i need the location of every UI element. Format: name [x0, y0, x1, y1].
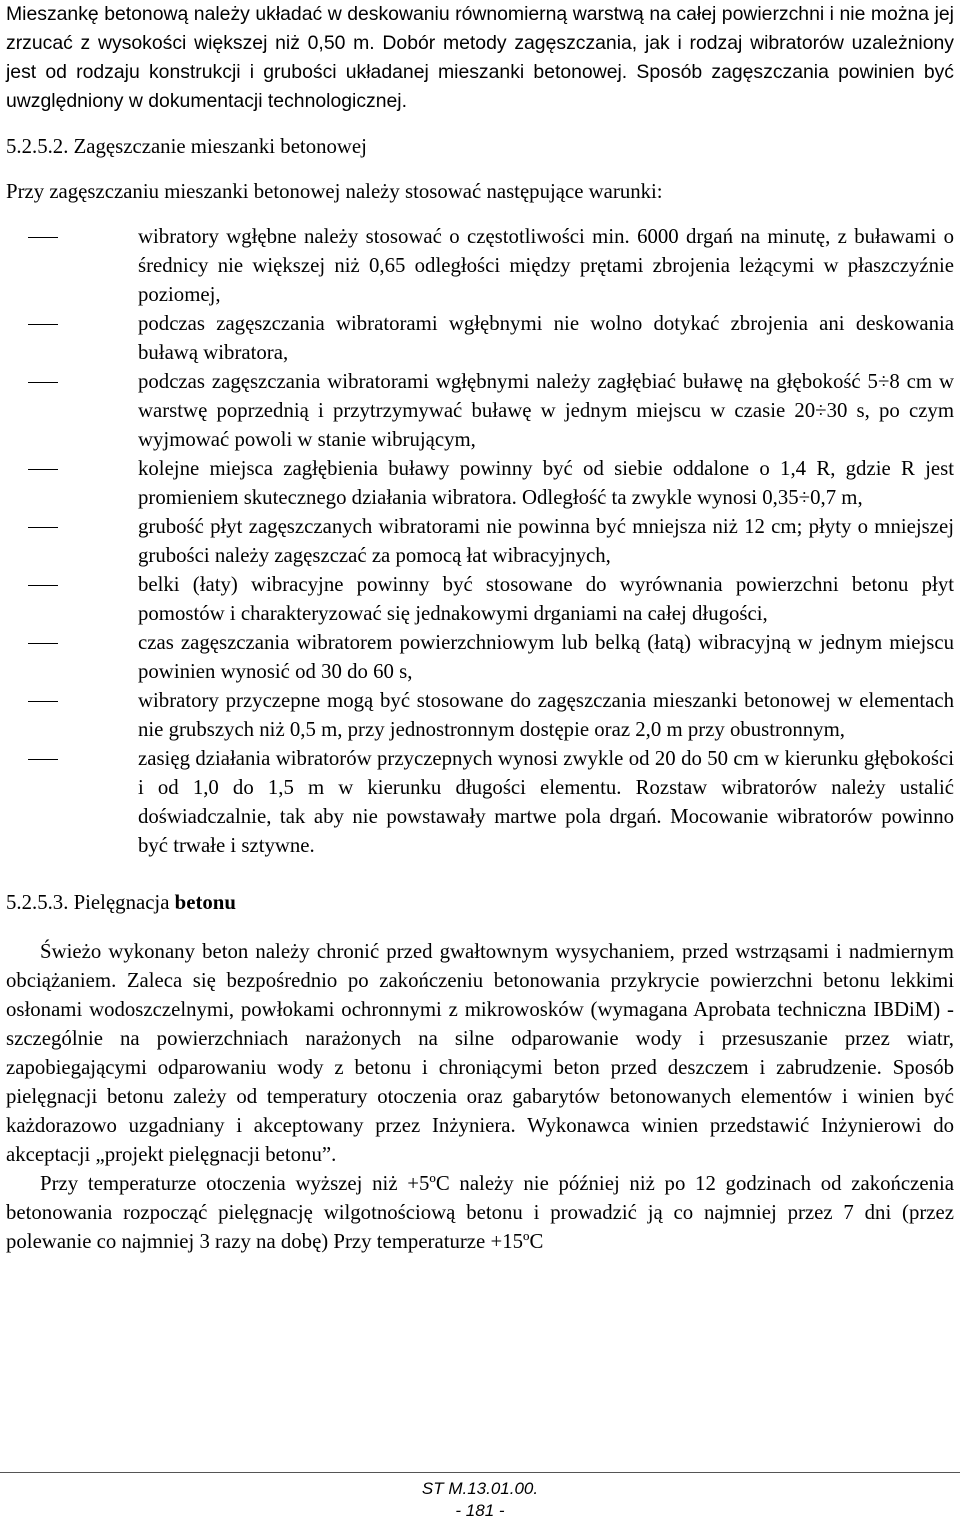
- paragraph-curing: Świeżo wykonany beton należy chronić przed gwałtownym wysychaniem, przed wstrząsami i nadmiernym obciążaniem. Zaleca się bezpośrednio po zakończeniu betonowania przykrycie powierzchni betonu lekkimi osłonami wodoszczelnymi, powłokami ochronnymi z mikrowosków (wymagana Aprobata techniczna IBDiM) - szczególnie na powierzchniach narażonych na silne odparowanie wody i przesuszanie przez wiatr, zapobiegającymi odparowaniu wody z betonu i chroniącymi beton przed deszczem i zabrudzenie. Sposób pielęgnacji betonu zależy od temperatury otoczenia oraz gabarytów betonowanych elementów i winien być każdorazowo uzgadniany i akceptowany przez Inżyniera. Wykonawca winien przedstawić Inżynierowi do akceptacji „projekt pielęgnacji betonu”.: [6, 940, 954, 1166]
- list-item: podczas zagęszczania wibratorami wgłębnymi nie wolno dotykać zbrojenia ani deskowania buławą wibratora,: [138, 312, 954, 364]
- section-heading-5-2-5-2: 5.2.5.2. Zagęszczanie mieszanki betonowej: [6, 135, 367, 158]
- list-item: wibratory wgłębne należy stosować o częstotliwości min. 6000 drgań na minutę, z buławami o średnicy nie większej niż 0,65 odległości między prętami zbrojenia leżącymi w płaszczyźnie poziomej,: [138, 225, 954, 306]
- paragraph-intro: Przy zagęszczaniu mieszanki betonowej należy stosować następujące warunki:: [6, 180, 663, 203]
- paragraph-temperature: Przy temperaturze otoczenia wyższej niż +5ºC należy nie później niż po 12 godzinach od zakończenia betonowania rozpocząć pielęgnację wilgotnościową betonu i prowadzić ją co najmniej przez 7 dni (przez polewanie co najmniej 3 razy na dobę) Przy temperaturze +15ºC: [6, 1172, 954, 1253]
- paragraph-placement: Mieszankę betonową należy układać w deskowaniu równomierną warstwą na całej powierzchni i nie można jej zrzucać z wysokości większej niż 0,50 m. Dobór metody zagęszczania, jak i rodzaj wibratorów uzależniony jest od rodzaju konstrukcji i grubości układanej mieszanki betonowej. Sposób zagęszczania powinien być uwzględniony w dokumentacji technologicznej.: [6, 3, 954, 112]
- list-item: wibratory przyczepne mogą być stosowane do zagęszczania mieszanki betonowej w elementach nie grubszych niż 0,5 m, przy jednostronnym dostępie oraz 2,0 m przy obustronnym,: [138, 689, 954, 741]
- document-page: [6, 0, 954, 1256]
- list-item: kolejne miejsca zagłębienia buławy powinny być od siebie oddalone o 1,4 R, gdzie R jest promieniem skutecznego działania wibratora. Odległość ta zwykle wynosi 0,35÷0,7 m,: [138, 457, 954, 509]
- footer-spec-code: ST M.13.01.00.: [421, 1479, 539, 1498]
- list-item: belki (łaty) wibracyjne powinny być stosowane do wyrównania powierzchni betonu płyt pomostów i charakteryzować się jednakowymi drganiami na całej długości,: [138, 573, 954, 625]
- footer-divider: [0, 1472, 960, 1473]
- list-item: czas zagęszczania wibratorem powierzchniowym lub belką (łatą) wibracyjną w jednym miejscu powinien wynosić od 30 do 60 s,: [138, 631, 954, 683]
- requirements-list: [6, 222, 954, 860]
- footer-page-number: - 181 -: [455, 1501, 505, 1520]
- list-item: podczas zagęszczania wibratorami wgłębnymi należy zagłębiać buławę na głębokość 5÷8 cm w warstwę poprzednią i przytrzymywać buławę w jednym miejscu w czasie 20÷30 s, po czym wyjmować powoli w stanie wibrującym,: [138, 370, 954, 451]
- list-item: grubość płyt zagęszczanych wibratorami nie powinna być mniejsza niż 12 cm; płyty o mniejszej grubości należy zagęszczać za pomocą łat wibracyjnych,: [138, 515, 954, 567]
- list-item: zasięg działania wibratorów przyczepnych wynosi zwykle od 20 do 50 cm w kierunku głębokości i od 1,0 do 1,5 m w kierunku długości elementu. Rozstaw wibratorów należy ustalić doświadczalnie, tak aby nie powstawały martwe pola drgań. Mocowanie wibratorów powinno być trwałe i sztywne.: [138, 747, 954, 857]
- section-heading-5-2-5-3: 5.2.5.3. Pielęgnacja betonu: [6, 891, 236, 914]
